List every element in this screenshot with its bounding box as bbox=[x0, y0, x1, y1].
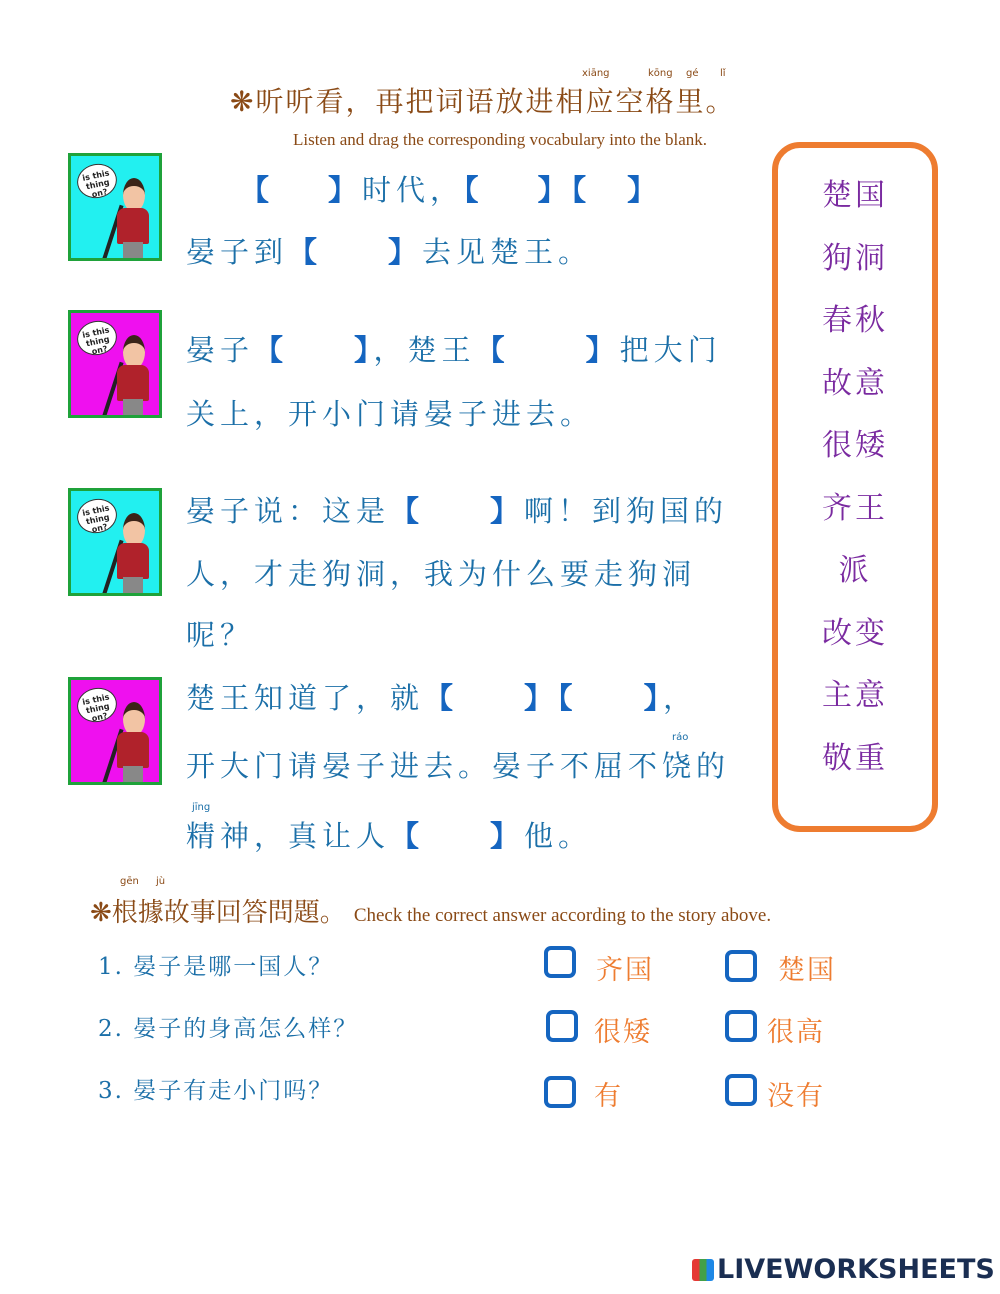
word-tile[interactable]: 故意 bbox=[822, 366, 888, 401]
passage-line-10: 精神，真让人【 】他。 bbox=[186, 819, 593, 853]
passage-line-8: 楚王知道了，就【 】【 】， bbox=[186, 681, 698, 715]
pinyin-kong: kōng bbox=[648, 68, 673, 79]
section2-title: ❋根據故事回答問題。 Check the correct answer according to the story above. bbox=[90, 898, 772, 928]
passage-line-9: 开大门请晏子进去。晏子不屈不饶的 bbox=[186, 749, 731, 783]
question-2: 2. 晏子的身高怎么样？ bbox=[98, 1016, 359, 1042]
snowflake-icon: ❋ bbox=[230, 85, 256, 118]
word-tile[interactable]: 楚国 bbox=[822, 178, 888, 213]
speaker-icon-1[interactable] bbox=[68, 153, 162, 261]
word-tile[interactable]: 齐王 bbox=[822, 491, 888, 526]
pinyin-xiang: xiāng bbox=[582, 68, 610, 79]
checkbox-q3-a[interactable] bbox=[544, 1076, 576, 1108]
option-q2-b: 很高 bbox=[767, 1017, 825, 1048]
word-tile[interactable]: 改变 bbox=[822, 616, 888, 651]
snowflake-icon: ❋ bbox=[90, 898, 112, 928]
word-bank bbox=[772, 142, 938, 832]
checkbox-q2-b[interactable] bbox=[725, 1010, 757, 1042]
section1-title: ❋听听看，再把词语放进相应空格里。 bbox=[230, 85, 736, 118]
word-tile[interactable]: 主意 bbox=[822, 678, 888, 713]
checkbox-q2-a[interactable] bbox=[546, 1010, 578, 1042]
pinyin-li: lǐ bbox=[720, 68, 726, 79]
speech-bubble: is this thing on? bbox=[74, 684, 120, 726]
pinyin-ju: jù bbox=[156, 876, 166, 887]
question-1: 1. 晏子是哪一国人？ bbox=[98, 954, 334, 980]
word-tile[interactable]: 派 bbox=[838, 553, 872, 588]
passage-line-4: 关上，开小门请晏子进去。 bbox=[186, 397, 595, 431]
option-q3-b: 没有 bbox=[767, 1081, 825, 1112]
pinyin-rao: ráo bbox=[672, 732, 689, 743]
speech-bubble: is this thing on? bbox=[74, 317, 120, 359]
passage-line-5: 晏子说：这是【 】啊！到狗国的 bbox=[186, 494, 729, 528]
passage-line-1: 【 】时代，【 】【 】 bbox=[240, 173, 662, 207]
pinyin-jing: jīng bbox=[192, 802, 211, 813]
passage-line-2: 晏子到【 】去见楚王。 bbox=[186, 235, 593, 269]
option-q1-a: 齐国 bbox=[596, 955, 654, 986]
word-tile[interactable]: 狗洞 bbox=[822, 241, 888, 276]
pinyin-ge: gé bbox=[686, 68, 699, 79]
word-tile[interactable]: 很矮 bbox=[822, 428, 888, 463]
question-3: 3. 晏子有走小门吗？ bbox=[98, 1078, 334, 1104]
word-tile[interactable]: 敬重 bbox=[822, 741, 888, 776]
speaker-icon-3[interactable] bbox=[68, 488, 162, 596]
checkbox-q3-b[interactable] bbox=[725, 1074, 757, 1106]
pinyin-gen: gēn bbox=[120, 876, 139, 887]
logo-mark-icon bbox=[692, 1259, 714, 1281]
checkbox-q1-b[interactable] bbox=[725, 950, 757, 982]
passage-line-6: 人，才走狗洞，我为什么要走狗洞 bbox=[186, 557, 697, 591]
option-q1-b: 楚国 bbox=[778, 955, 836, 986]
passage-line-3: 晏子【 】，楚王【 】把大门 bbox=[186, 333, 722, 367]
passage-line-7: 呢？ bbox=[186, 618, 255, 652]
liveworksheets-logo[interactable]: LIVEWORKSHEETS bbox=[692, 1254, 995, 1285]
section1-subtitle: Listen and drag the corresponding vocabulary into the blank. bbox=[292, 130, 708, 149]
word-tile[interactable]: 春秋 bbox=[822, 303, 888, 338]
speech-bubble: is this thing on? bbox=[74, 160, 120, 202]
checkbox-q1-a[interactable] bbox=[544, 946, 576, 978]
option-q2-a: 很矮 bbox=[594, 1017, 652, 1048]
speaker-icon-4[interactable] bbox=[68, 677, 162, 785]
option-q3-a: 有 bbox=[594, 1081, 623, 1112]
speaker-icon-2[interactable] bbox=[68, 310, 162, 418]
speech-bubble: is this thing on? bbox=[74, 495, 120, 537]
